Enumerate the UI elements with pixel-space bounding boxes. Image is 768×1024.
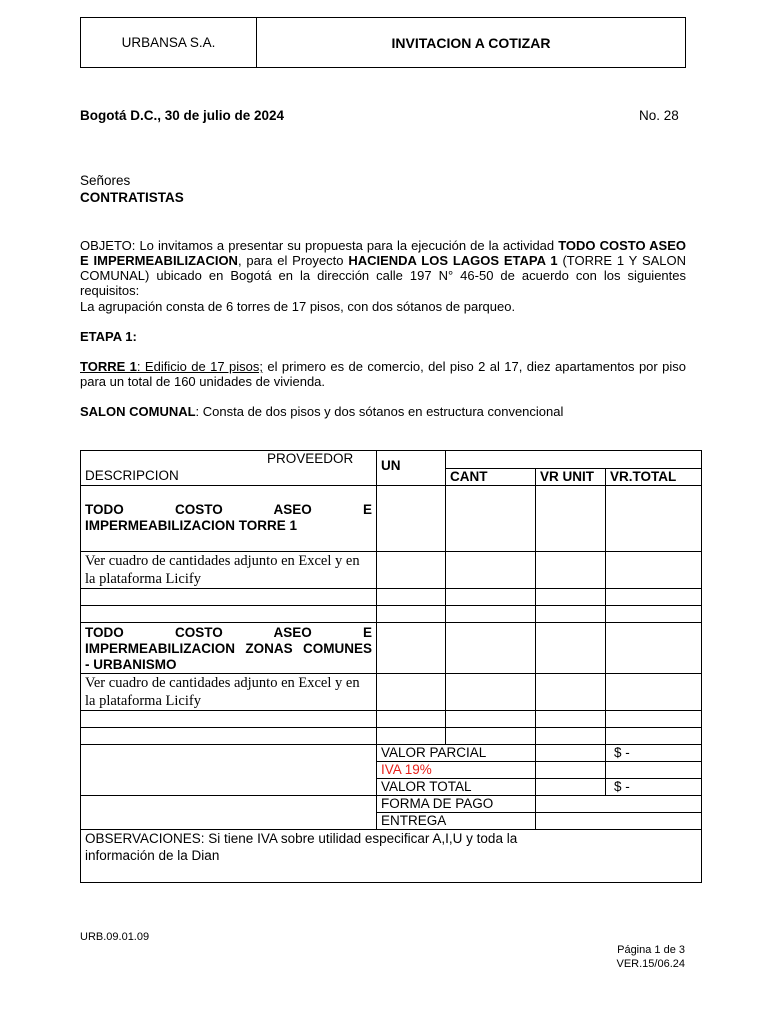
table-cell [606, 486, 702, 552]
valor-total-label: VALOR TOTAL [377, 779, 536, 796]
forma-pago-label: FORMA DE PAGO [377, 796, 536, 813]
torre-label: TORRE 1 [80, 359, 137, 374]
table-cell [536, 762, 606, 779]
salon-label: SALON COMUNAL [80, 404, 196, 419]
header-un: UN [377, 451, 446, 486]
table-cell [446, 623, 536, 674]
salon-paragraph [80, 404, 686, 419]
etapa-heading: ETAPA 1: [80, 329, 137, 344]
table-cell [606, 762, 702, 779]
objeto-project: HACIENDA LOS LAGOS ETAPA 1 [348, 253, 558, 268]
table-cell [536, 796, 702, 813]
table-cell [536, 674, 606, 711]
table-cell [536, 728, 606, 745]
table-cell [606, 728, 702, 745]
iva-label: IVA 19% [377, 762, 536, 779]
agrupacion-text: La agrupación consta de 6 torres de 17 pisos, con dos sótanos de parqueo. [80, 299, 516, 314]
entrega-label: ENTREGA [377, 813, 536, 830]
valor-parcial-label: VALOR PARCIAL [377, 745, 536, 762]
document-number: No. 28 [639, 108, 679, 123]
table-cell [446, 674, 536, 711]
item1-title-line1: TODO COSTO ASEO E [85, 502, 372, 517]
objeto-paragraph [80, 238, 686, 298]
table-cell [377, 589, 446, 606]
salutation: Señores [80, 173, 131, 188]
header-descripcion-cell [81, 451, 377, 486]
table-cell [536, 606, 606, 623]
valor-parcial-amount: $ - [606, 745, 702, 762]
item2-title-line1: TODO COSTO ASEO E [85, 625, 372, 640]
table-cell [536, 813, 702, 830]
document-title: INVITACION A COTIZAR [391, 34, 551, 51]
header-blank [446, 451, 702, 469]
item1-title-line2: IMPERMEABILIZACION TORRE 1 [85, 518, 298, 533]
table-cell [81, 711, 377, 728]
table-cell [377, 711, 446, 728]
table-cell [377, 486, 446, 552]
table-cell [81, 728, 377, 745]
table-cell [81, 606, 377, 623]
table-cell [536, 589, 606, 606]
torre-desc-underlined: : Edificio de 17 pisos; [136, 359, 263, 374]
header-cant: CANT [446, 469, 536, 486]
table-cell [446, 486, 536, 552]
header-vr-total: VR.TOTAL [606, 469, 702, 486]
valor-total-amount: $ - [606, 779, 702, 796]
footer-version: VER.15/06.24 [616, 958, 685, 970]
table-cell [377, 728, 446, 745]
company-name: URBANSA S.A. [81, 18, 257, 67]
salon-desc: : Consta de dos pisos y dos sótanos en estructura convencional [195, 404, 564, 419]
table-cell [606, 589, 702, 606]
table-cell [446, 589, 536, 606]
header-descripcion: DESCRIPCION [85, 468, 179, 483]
objeto-middle: , para el Proyecto [237, 253, 349, 268]
footer-page-info [600, 943, 685, 971]
header-vr-unit: VR UNIT [536, 469, 606, 486]
header-proveedor: PROVEEDOR [267, 451, 354, 466]
table-cell [446, 711, 536, 728]
table-cell [446, 606, 536, 623]
table-cell [536, 745, 606, 762]
table-cell [377, 606, 446, 623]
table-cell [536, 486, 606, 552]
addressee-name: CONTRATISTAS [80, 190, 184, 205]
table-cell [606, 623, 702, 674]
table-cell [81, 745, 377, 796]
table-cell [81, 796, 377, 830]
torre-desc: el primero es de comercio, del piso 2 al 17, diez apartamentos por piso para un total de 160 unidades de vivienda. [80, 359, 686, 389]
table-cell [446, 728, 536, 745]
table-cell [536, 711, 606, 728]
table-cell [606, 674, 702, 711]
observaciones: OBSERVACIONES: Si tiene IVA sobre utilidad especificar A,I,U y toda la información de la Dian [81, 830, 702, 883]
footer-code: URB.09.01.09 [80, 931, 150, 943]
table-cell [536, 552, 606, 589]
table-cell [377, 674, 446, 711]
objeto-suffix: (TORRE 1 Y SALON COMUNAL) ubicado en Bogotá en la dirección calle 197 N° 46-50 de acuerdo con los siguientes requisitos: [80, 253, 687, 298]
item2-note: Ver cuadro de cantidades adjunto en Excel y en la plataforma Licify [81, 674, 377, 711]
objeto-activity: TODO COSTO ASEO E IMPERMEABILIZACION [80, 238, 687, 268]
table-cell [81, 589, 377, 606]
item2-title-line3: - URBANISMO [85, 657, 177, 672]
table-cell [606, 606, 702, 623]
footer-page: Página 1 de 3 [617, 944, 685, 956]
item1-title-cell [81, 486, 377, 552]
item2-title-line2: IMPERMEABILIZACION ZONAS COMUNES [85, 641, 372, 656]
table-cell [377, 552, 446, 589]
table-cell [606, 711, 702, 728]
item1-note: Ver cuadro de cantidades adjunto en Excel y en la plataforma Licify [81, 552, 377, 589]
date-line: Bogotá D.C., 30 de julio de 2024 [80, 108, 285, 123]
objeto-prefix: OBJETO: Lo invitamos a presentar su propuesta para la ejecución de la actividad [80, 238, 559, 253]
table-cell [536, 779, 606, 796]
quotation-table [80, 450, 702, 883]
table-cell [377, 623, 446, 674]
table-cell [536, 623, 606, 674]
table-cell [446, 552, 536, 589]
torre-paragraph [80, 359, 686, 389]
table-cell [606, 552, 702, 589]
header-box [80, 17, 686, 68]
item2-title-cell [81, 623, 377, 674]
